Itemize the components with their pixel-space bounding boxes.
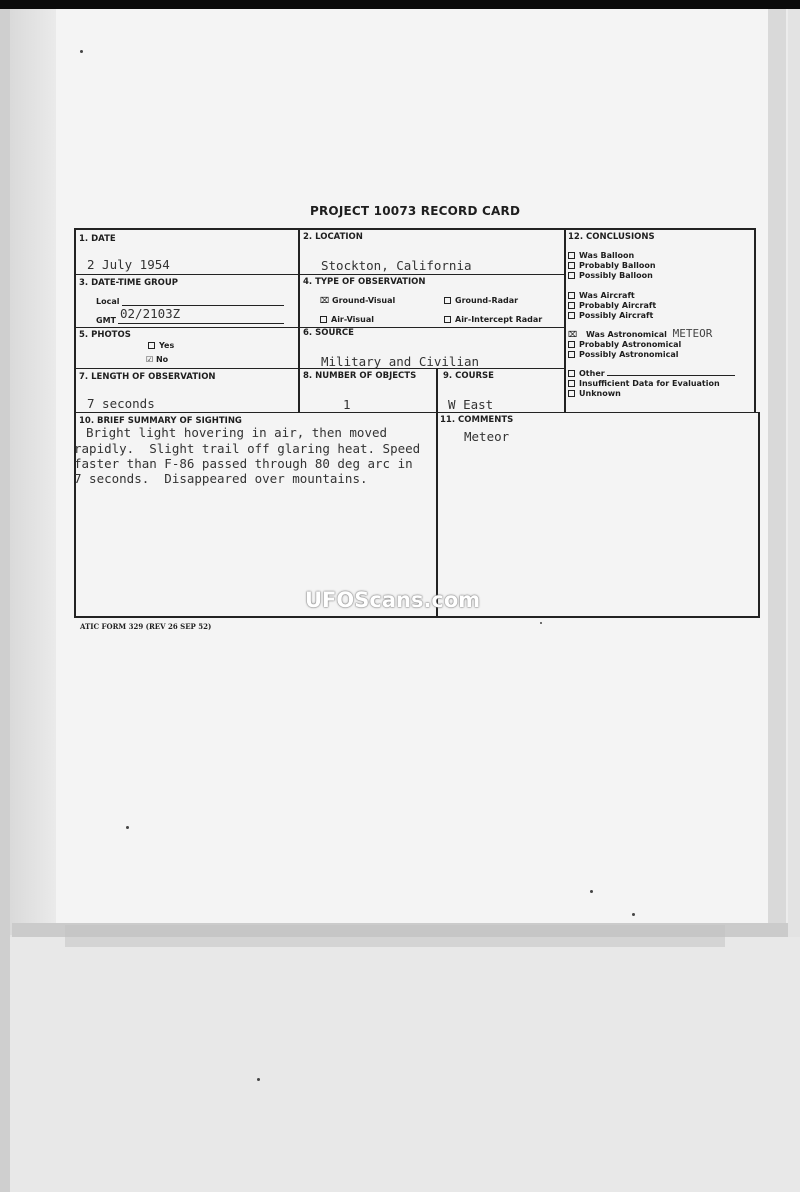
- scan-speck: [540, 622, 542, 624]
- conclusion-item: Possibly Balloon: [568, 271, 656, 281]
- conclusion-item: Probably Aircraft: [568, 301, 656, 311]
- border-right: [754, 228, 756, 412]
- ground-visual-option: [320, 296, 395, 305]
- date-value: 2 July 1954: [87, 257, 170, 272]
- summary-line-2: rapidly. Slight trail off glaring heat. Speed: [74, 441, 421, 456]
- air-visual-option: [320, 315, 374, 324]
- border-left: [74, 228, 76, 618]
- dtg-label: 3. DATE-TIME GROUP: [79, 278, 179, 288]
- scan-top-edge: [0, 0, 800, 9]
- conclusion-item: Other: [568, 369, 735, 379]
- card-title: PROJECT 10073 RECORD CARD: [310, 204, 521, 218]
- checkbox: [568, 380, 575, 387]
- scan-speck: [80, 50, 83, 53]
- summary-label: 10. BRIEF SUMMARY OF SIGHTING: [79, 416, 242, 426]
- conclusion-item-checked: ⌧ Was Astronomical METEOR: [568, 327, 713, 340]
- other-underline: [607, 375, 735, 376]
- scan-speck: [632, 913, 635, 916]
- source-label: 6. SOURCE: [303, 328, 354, 338]
- ground-visual-checked-mark: ⌧: [320, 296, 330, 305]
- border-bottom: [74, 616, 760, 618]
- lower-page: [10, 937, 800, 1192]
- border-top: [74, 228, 756, 230]
- photos-yes-label: Yes: [159, 341, 175, 350]
- air-visual-label: Air-Visual: [331, 315, 375, 324]
- conclusions-group-astronomical: [568, 329, 712, 360]
- length-value: 7 seconds: [87, 396, 155, 411]
- row-divider-1: [74, 274, 564, 275]
- length-label: 7. LENGTH OF OBSERVATION: [79, 372, 216, 382]
- sheet-shadow-band: [65, 925, 725, 947]
- conclusion-item: Unknown: [568, 389, 735, 399]
- comments-label: 11. COMMENTS: [440, 415, 514, 425]
- summary-line-3: faster than F-86 passed through 80 deg arc in: [74, 456, 413, 471]
- type-obs-label: 4. TYPE OF OBSERVATION: [303, 277, 426, 287]
- ground-radar-option: [444, 296, 518, 305]
- objects-label: 8. NUMBER OF OBJECTS: [303, 371, 417, 381]
- checkbox: [568, 252, 575, 259]
- course-value: [448, 397, 493, 412]
- photos-label: 5. PHOTOS: [79, 330, 131, 340]
- comments-value: Meteor: [464, 429, 510, 444]
- checkbox: [568, 312, 575, 319]
- photos-no-checked-mark: ☑: [146, 355, 154, 364]
- source-value: Military and Civilian: [321, 354, 480, 369]
- photos-no-label: No: [155, 355, 169, 364]
- watermark: UFOScans.com: [305, 588, 481, 612]
- location-label: 2. LOCATION: [303, 232, 363, 242]
- date-label: 1. DATE: [79, 234, 116, 244]
- conclusion-item: Possibly Aircraft: [568, 311, 656, 321]
- photos-yes-checkbox: [148, 342, 155, 349]
- objects-value: 1: [343, 397, 351, 412]
- conclusions-group-aircraft: [568, 291, 656, 321]
- summary-line-1: Bright light hovering in air, then moved: [86, 425, 388, 440]
- astronomical-note: METEOR: [672, 327, 713, 340]
- form-number: ATIC FORM 329 (REV 26 SEP 52): [80, 622, 212, 631]
- air-intercept-checkbox: [444, 316, 451, 323]
- air-visual-checkbox: [320, 316, 327, 323]
- gmt-label: GMT: [96, 316, 116, 325]
- checkbox: [568, 262, 575, 269]
- scan-left-edge: [0, 9, 10, 1192]
- local-label: Local: [96, 297, 120, 306]
- conclusions-group-other: [568, 369, 735, 399]
- conclusion-item: Probably Balloon: [568, 261, 656, 271]
- divider-col-conclusions: [564, 228, 566, 412]
- scan-speck: [590, 890, 593, 893]
- conclusions-label: 12. CONCLUSIONS: [568, 232, 655, 242]
- location-value: Stockton, California: [321, 258, 472, 273]
- row-divider-4: [74, 412, 760, 413]
- gmt-value: 02/2103Z: [120, 306, 181, 321]
- air-intercept-label: Air-Intercept Radar: [455, 315, 543, 324]
- checkbox: [568, 390, 575, 397]
- checkbox: [568, 370, 575, 377]
- ground-radar-checkbox: [444, 297, 451, 304]
- ground-radar-label: Ground-Radar: [455, 296, 519, 305]
- conclusion-item: Was Aircraft: [568, 291, 656, 301]
- scan-speck: [126, 826, 129, 829]
- checkbox: [568, 272, 575, 279]
- ground-visual-label: Ground-Visual: [332, 296, 396, 305]
- conclusion-item: Insufficient Data for Evaluation: [568, 379, 735, 389]
- course-direction: East: [463, 397, 494, 412]
- photos-yes-option: [148, 341, 174, 350]
- border-right-lower: [758, 412, 760, 618]
- air-intercept-option: [444, 315, 542, 324]
- conclusions-group-balloon: [568, 251, 656, 281]
- course-mark: W: [448, 397, 456, 412]
- conclusion-item: Probably Astronomical: [568, 340, 712, 350]
- divider-course: [436, 368, 438, 412]
- gmt-underline: [118, 323, 284, 324]
- checkbox: [568, 302, 575, 309]
- photos-no-option: [146, 355, 168, 364]
- checkbox: [568, 351, 575, 358]
- scan-speck: [257, 1078, 260, 1081]
- conclusion-item: Possibly Astronomical: [568, 350, 712, 360]
- record-card-form: [74, 228, 760, 618]
- row-divider-3: [74, 368, 564, 369]
- divider-col1: [298, 228, 300, 412]
- checkbox: [568, 292, 575, 299]
- checkbox: [568, 341, 575, 348]
- astronomical-checked-mark: ⌧: [568, 330, 578, 339]
- course-label: 9. COURSE: [443, 371, 494, 381]
- conclusion-item: Was Balloon: [568, 251, 656, 261]
- sheet-right-shadow: [768, 9, 786, 933]
- summary-line-4: 7 seconds. Disappeared over mountains.: [74, 471, 368, 486]
